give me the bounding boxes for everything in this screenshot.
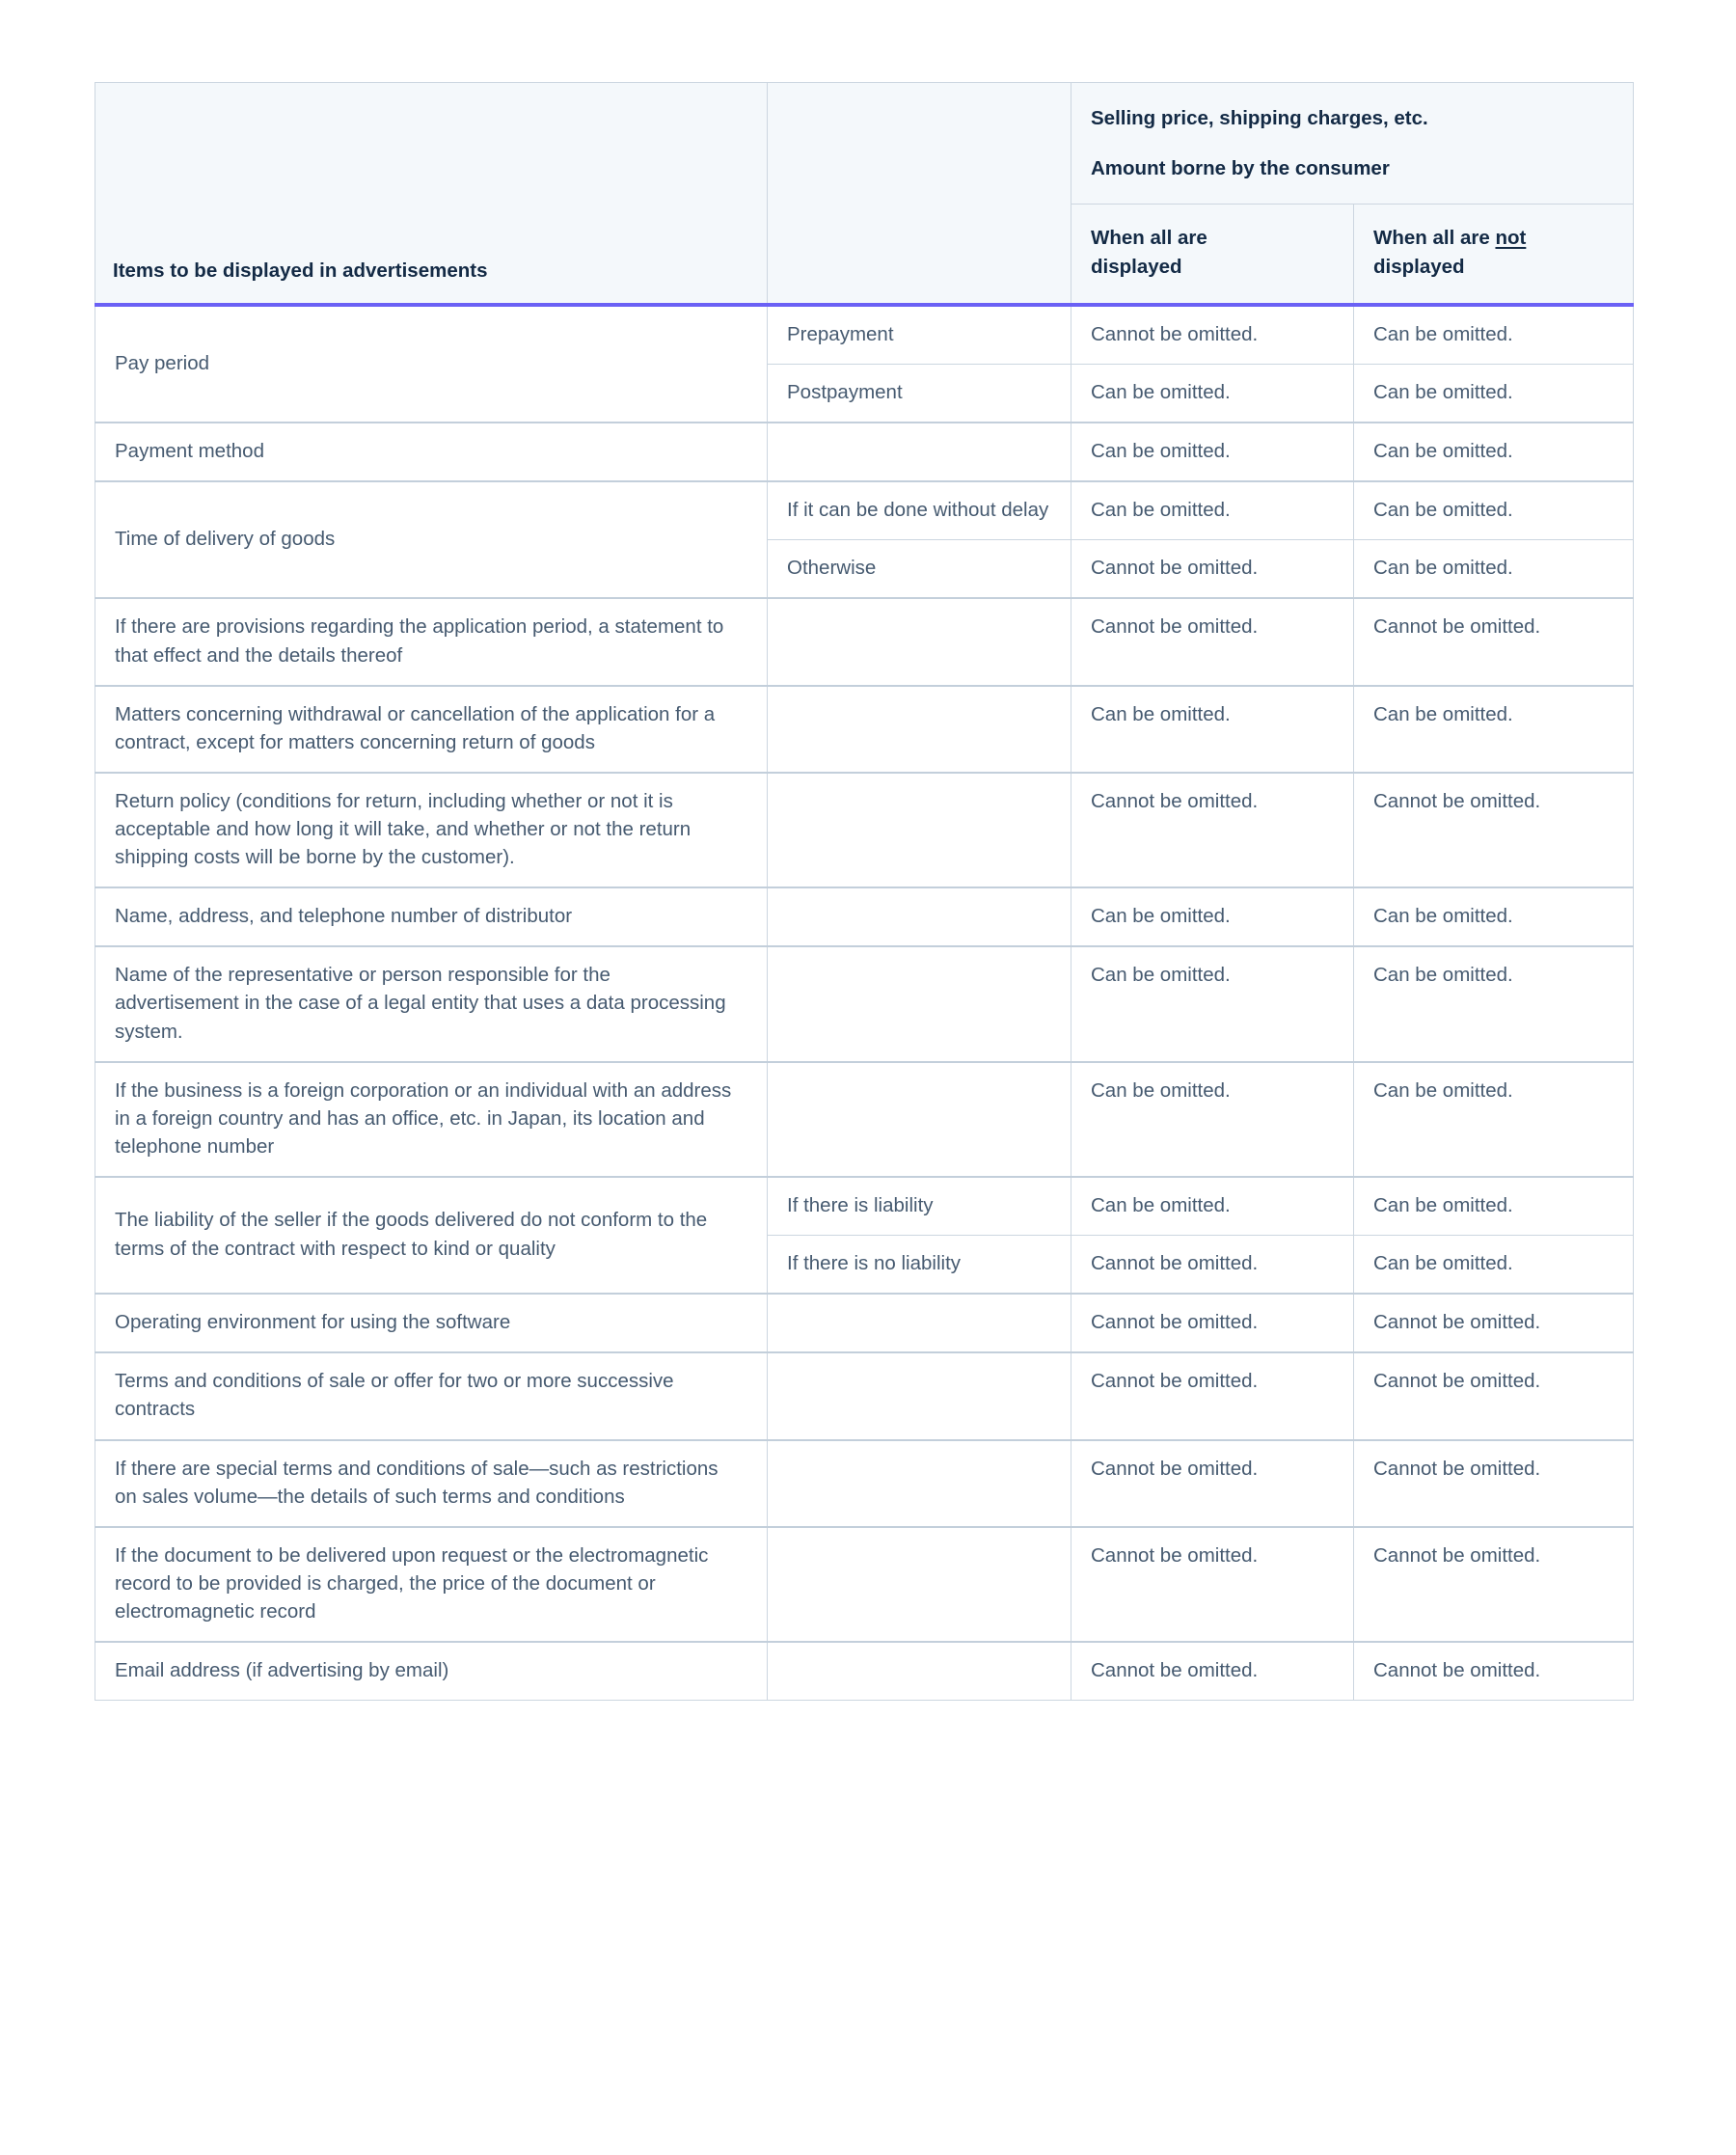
cell-when-all-displayed: Cannot be omitted. [1071, 1642, 1354, 1701]
cell-condition [768, 1642, 1071, 1701]
header-when-all-displayed-line1: When all are [1091, 227, 1207, 250]
cell-when-all-displayed: Can be omitted. [1071, 686, 1354, 773]
cell-when-all-not-displayed: Can be omitted. [1354, 364, 1634, 423]
table-row [95, 1294, 1634, 1352]
cell-when-all-displayed: Can be omitted. [1071, 887, 1354, 946]
cell-item-label: If the business is a foreign corporation or an individual with an address in a foreign country and has an office, etc. in Japan, its location and telephone number [95, 1062, 768, 1177]
table-row [95, 1062, 1634, 1177]
cell-when-all-displayed: Cannot be omitted. [1071, 540, 1354, 599]
cell-item-label: Email address (if advertising by email) [95, 1642, 768, 1701]
cell-when-all-displayed: Cannot be omitted. [1071, 1527, 1354, 1642]
cell-item-label: Name of the representative or person responsible for the advertisement in the case of a legal entity that uses a data processing system. [95, 946, 768, 1061]
cell-when-all-not-displayed: Can be omitted. [1354, 887, 1634, 946]
cell-condition: Otherwise [768, 540, 1071, 599]
cell-when-all-displayed: Cannot be omitted. [1071, 773, 1354, 887]
advertisement-display-requirements-table [95, 82, 1634, 1701]
cell-when-all-not-displayed: Can be omitted. [1354, 305, 1634, 365]
cell-when-all-not-displayed: Can be omitted. [1354, 423, 1634, 481]
table-row [95, 423, 1634, 481]
header-price-line2: Amount borne by the consumer [1091, 156, 1390, 179]
cell-when-all-displayed: Cannot be omitted. [1071, 1352, 1354, 1439]
cell-when-all-displayed: Cannot be omitted. [1071, 305, 1354, 365]
cell-item-label: Pay period [95, 305, 768, 423]
header-row-group [95, 83, 1634, 205]
cell-when-all-displayed: Cannot be omitted. [1071, 598, 1354, 685]
header-when-all-displayed [1071, 205, 1354, 305]
table-row [95, 305, 1634, 365]
cell-when-all-not-displayed: Can be omitted. [1354, 481, 1634, 540]
table-row [95, 1352, 1634, 1439]
header-when-all-not-displayed [1354, 205, 1634, 305]
cell-when-all-not-displayed: Can be omitted. [1354, 1062, 1634, 1177]
table-row [95, 598, 1634, 685]
table-row [95, 1440, 1634, 1527]
cell-condition [768, 1062, 1071, 1177]
header-when-all-displayed-line2: displayed [1091, 256, 1182, 279]
cell-condition [768, 1527, 1071, 1642]
cell-when-all-not-displayed: Cannot be omitted. [1354, 1440, 1634, 1527]
cell-when-all-displayed: Can be omitted. [1071, 423, 1354, 481]
cell-when-all-not-displayed: Can be omitted. [1354, 686, 1634, 773]
cell-when-all-not-displayed: Cannot be omitted. [1354, 1294, 1634, 1352]
table-row [95, 686, 1634, 773]
cell-condition [768, 946, 1071, 1061]
cell-item-label: Return policy (conditions for return, including whether or not it is acceptable and how long it will take, and whether or not the return shipping costs will be borne by the customer). [95, 773, 768, 887]
cell-when-all-displayed: Can be omitted. [1071, 481, 1354, 540]
header-when-all-not-displayed-line2: displayed [1373, 256, 1465, 279]
cell-condition [768, 598, 1071, 685]
cell-when-all-displayed: Can be omitted. [1071, 946, 1354, 1061]
cell-when-all-not-displayed: Cannot be omitted. [1354, 1527, 1634, 1642]
cell-item-label: Operating environment for using the software [95, 1294, 768, 1352]
cell-condition: If there is no liability [768, 1236, 1071, 1295]
cell-when-all-displayed: Cannot be omitted. [1071, 1440, 1354, 1527]
cell-when-all-not-displayed: Cannot be omitted. [1354, 773, 1634, 887]
cell-condition [768, 1294, 1071, 1352]
cell-when-all-displayed: Cannot be omitted. [1071, 1294, 1354, 1352]
cell-item-label: The liability of the seller if the goods delivered do not conform to the terms of the contract with respect to kind or quality [95, 1177, 768, 1294]
cell-condition: If it can be done without delay [768, 481, 1071, 540]
header-not-emphasis: not [1495, 227, 1527, 250]
cell-when-all-displayed: Can be omitted. [1071, 1177, 1354, 1236]
table-row [95, 887, 1634, 946]
cell-condition: Prepayment [768, 305, 1071, 365]
cell-when-all-not-displayed: Cannot be omitted. [1354, 1352, 1634, 1439]
header-items-column: Items to be displayed in advertisements [95, 83, 768, 305]
cell-condition: Postpayment [768, 364, 1071, 423]
cell-item-label: If there are provisions regarding the application period, a statement to that effect and the details thereof [95, 598, 768, 685]
cell-when-all-not-displayed: Cannot be omitted. [1354, 598, 1634, 685]
cell-item-label: If there are special terms and conditions of sale—such as restrictions on sales volume—the details of such terms and conditions [95, 1440, 768, 1527]
cell-when-all-not-displayed: Can be omitted. [1354, 1177, 1634, 1236]
cell-when-all-not-displayed: Can be omitted. [1354, 540, 1634, 599]
cell-condition [768, 423, 1071, 481]
cell-condition [768, 1352, 1071, 1439]
cell-condition [768, 1440, 1071, 1527]
cell-when-all-not-displayed: Can be omitted. [1354, 1236, 1634, 1295]
cell-item-label: Matters concerning withdrawal or cancellation of the application for a contract, except for matters concerning return of goods [95, 686, 768, 773]
header-when-all-not-displayed-line1: When all are [1373, 227, 1496, 250]
cell-item-label: Payment method [95, 423, 768, 481]
table-row [95, 773, 1634, 887]
cell-item-label: If the document to be delivered upon request or the electromagnetic record to be provided is charged, the price of the document or electromagnetic record [95, 1527, 768, 1642]
header-condition-column [768, 83, 1071, 305]
cell-when-all-displayed: Can be omitted. [1071, 364, 1354, 423]
table-row [95, 1642, 1634, 1701]
cell-condition [768, 773, 1071, 887]
cell-condition [768, 887, 1071, 946]
header-price-line1: Selling price, shipping charges, etc. [1091, 107, 1428, 129]
table-row [95, 1177, 1634, 1236]
cell-condition: If there is liability [768, 1177, 1071, 1236]
cell-when-all-not-displayed: Cannot be omitted. [1354, 1642, 1634, 1701]
cell-when-all-displayed: Can be omitted. [1071, 1062, 1354, 1177]
cell-when-all-displayed: Cannot be omitted. [1071, 1236, 1354, 1295]
cell-item-label: Terms and conditions of sale or offer for two or more successive contracts [95, 1352, 768, 1439]
table-header [95, 83, 1634, 305]
table-row [95, 946, 1634, 1061]
cell-item-label: Time of delivery of goods [95, 481, 768, 598]
cell-item-label: Name, address, and telephone number of distributor [95, 887, 768, 946]
header-price-group [1071, 83, 1634, 205]
table-body [95, 305, 1634, 1701]
cell-condition [768, 686, 1071, 773]
table-row [95, 481, 1634, 540]
cell-when-all-not-displayed: Can be omitted. [1354, 946, 1634, 1061]
table-row [95, 1527, 1634, 1642]
